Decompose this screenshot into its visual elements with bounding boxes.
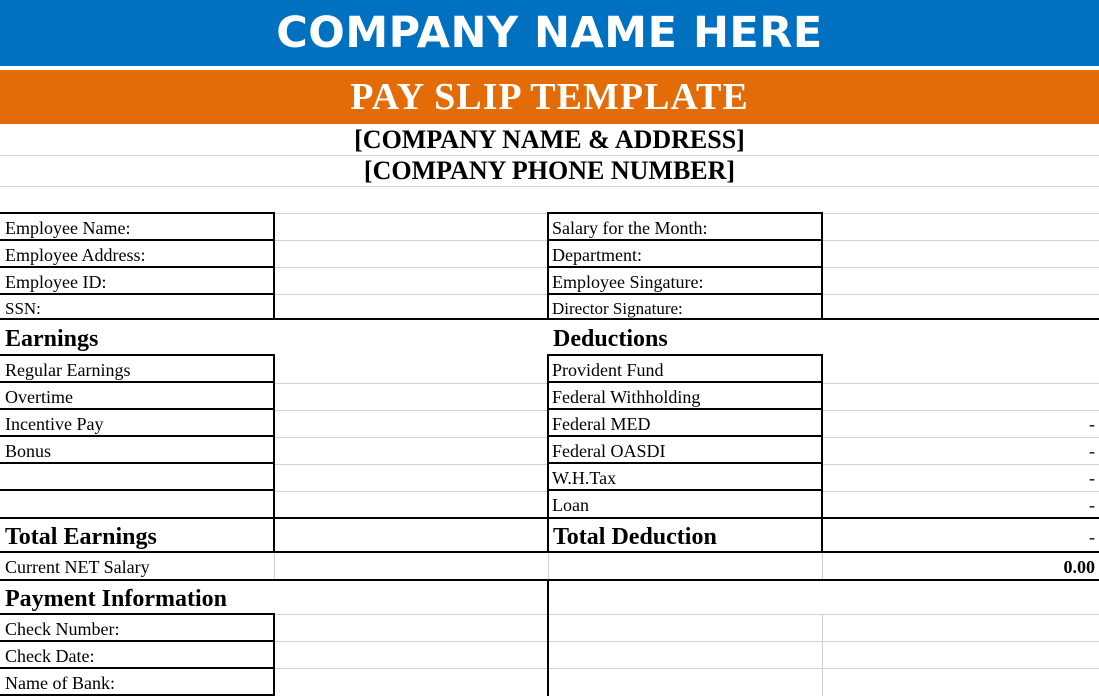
deduction-item: Provident Fund [552,360,664,380]
border [0,640,274,642]
earnings-item: Regular Earnings [5,360,131,380]
border [0,212,274,214]
net-salary-value: 0.00 [1063,557,1095,577]
employee-id-label: Employee ID: [5,272,107,292]
border [547,354,549,552]
gridline [274,614,548,615]
border [548,212,823,214]
gridline [822,491,1099,492]
gridline [548,668,1099,669]
director-signature-label: Director Signature: [552,299,683,318]
earnings-item: Incentive Pay [5,414,104,434]
gridline [548,553,549,579]
gridline [274,294,548,295]
earnings-item: Bonus [5,441,52,461]
net-salary-label: Current NET Salary [5,557,150,577]
gridline [548,641,1099,642]
gridline [822,464,1099,465]
border [821,212,823,319]
gridline [274,240,548,241]
employee-name-label: Employee Name: [5,218,131,238]
border [548,408,823,410]
gridline [548,614,1099,615]
check-date-label: Check Date: [5,646,95,666]
total-deduction-label: Total Deduction [553,524,717,550]
deduction-value: - [1089,495,1095,515]
border [0,354,274,356]
gridline [274,464,548,465]
gridline [0,155,1099,156]
border [548,435,823,437]
earnings-heading: Earnings [5,326,99,352]
deduction-item: Loan [552,495,589,515]
border [821,354,823,552]
border [0,579,1099,581]
company-name-banner: COMPANY NAME HERE [0,0,1099,66]
border [0,239,274,241]
gridline [822,240,1099,241]
deductions-heading: Deductions [553,326,668,352]
gridline [822,410,1099,411]
border [273,354,275,552]
border [0,293,274,295]
border [0,517,1099,519]
gridline [822,553,823,579]
border [273,613,275,696]
employee-address-label: Employee Address: [5,245,146,265]
pay-slip-title: PAY SLIP TEMPLATE [0,70,1099,124]
border [0,462,274,464]
border [548,462,823,464]
gridline [274,491,548,492]
gridline [822,437,1099,438]
deduction-item: W.H.Tax [552,468,617,488]
border [0,551,1099,553]
gridline [274,383,548,384]
border [0,667,274,669]
gridline [822,294,1099,295]
total-deduction-value: - [1089,527,1095,547]
border [0,435,274,437]
border [273,212,275,319]
gridline [274,553,275,579]
gridline [822,614,823,696]
border [0,381,274,383]
department-label: Department: [552,245,642,265]
total-earnings-label: Total Earnings [5,524,157,550]
gridline [274,267,548,268]
deduction-value: - [1089,441,1095,461]
earnings-item: Overtime [5,387,73,407]
salary-month-label: Salary for the Month: [552,218,708,238]
gridline [274,437,548,438]
gridline [274,668,548,669]
gridline [822,383,1099,384]
ssn-label: SSN: [5,299,41,318]
border [547,579,549,696]
gridline [0,186,1099,187]
deduction-item: Federal Withholding [552,387,701,407]
company-phone: [COMPANY PHONE NUMBER] [363,156,736,185]
company-address: [COMPANY NAME & ADDRESS] [354,125,745,154]
payment-info-heading: Payment Information [5,586,227,612]
border [548,239,823,241]
employee-signature-label: Employee Singature: [552,272,704,292]
border [548,354,823,356]
gridline [274,410,548,411]
border [0,318,1099,320]
deduction-value: - [1089,468,1095,488]
bank-name-label: Name of Bank: [5,673,115,693]
border [547,212,549,319]
check-number-label: Check Number: [5,619,120,639]
border [548,266,823,268]
border [0,266,274,268]
border [0,613,274,615]
border [548,489,823,491]
gridline [274,641,548,642]
gridline [822,267,1099,268]
deduction-item: Federal OASDI [552,441,666,461]
border [0,408,274,410]
border [548,381,823,383]
border [0,489,274,491]
deduction-value: - [1089,414,1095,434]
border [548,293,823,295]
deduction-item: Federal MED [552,414,651,434]
